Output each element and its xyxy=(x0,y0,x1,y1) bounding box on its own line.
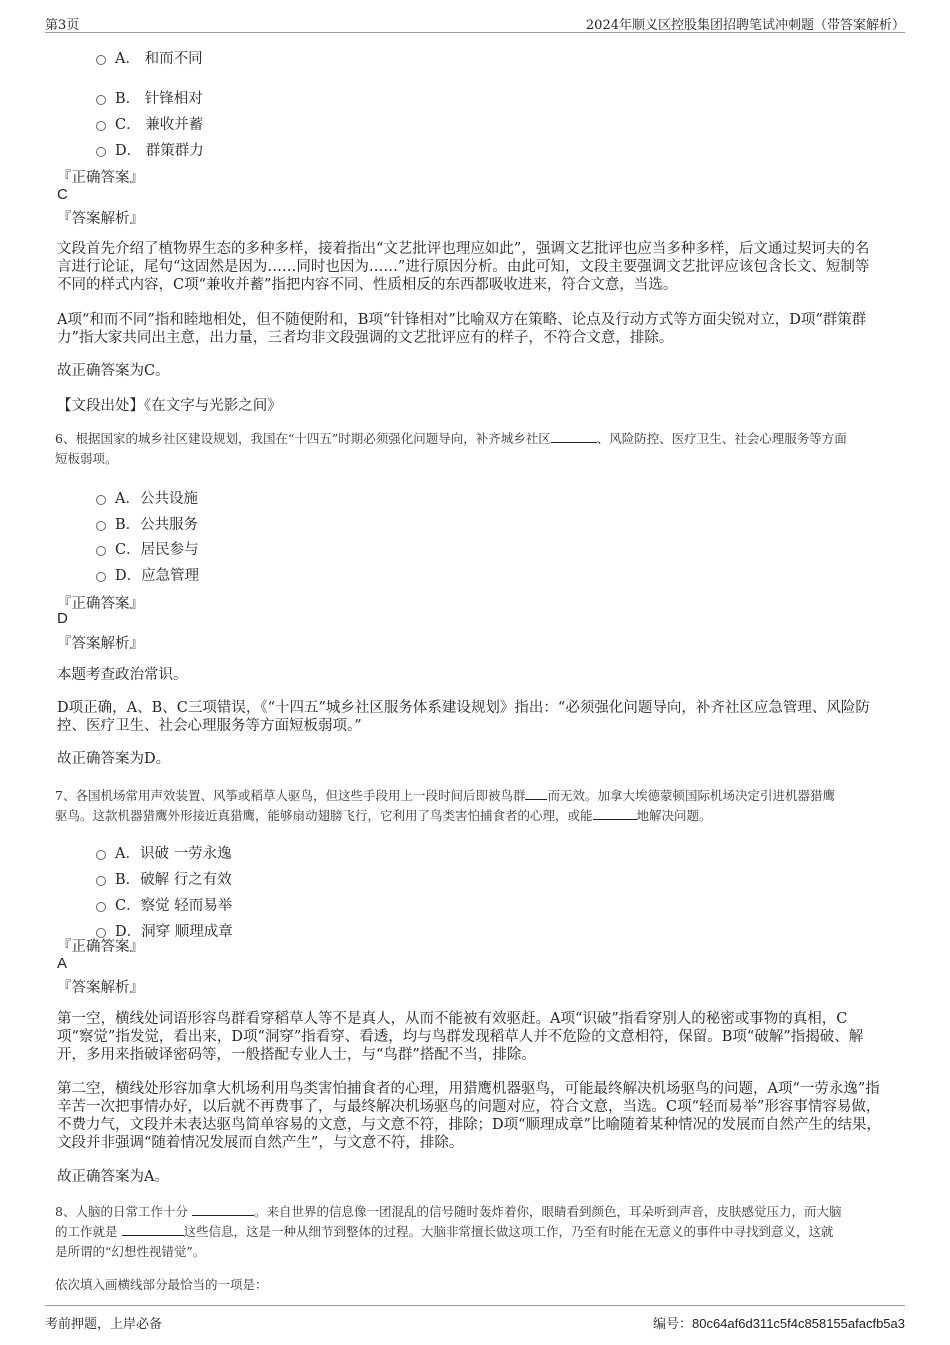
q5-option-c[interactable]: C． 兼收并蓄 xyxy=(96,113,203,134)
q7-option-a[interactable]: A．识破 一劳永逸 xyxy=(96,842,232,863)
q5-conclusion: 故正确答案为C。 xyxy=(57,363,170,379)
footer-slogan: 考前押题，上岸必备 xyxy=(45,1317,163,1332)
document-id: 编号：80c64af6d311c5f4c858155afacfb5a3 xyxy=(652,1316,905,1331)
q7-answer: A xyxy=(57,955,68,972)
document-title: 2024年顺义区控股集团招聘笔试冲刺题（带答案解析） xyxy=(585,18,905,33)
q5-answer: C xyxy=(57,186,68,203)
q6-analysis-para-2: D项正确，A、B、C三项错误，《“十四五”城乡社区服务体系建设规划》指出：“必须强化问题导向，补齐社区应急管理、风险防控、医疗卫生、社会心理服务等方面短板弱项。” xyxy=(57,700,870,734)
correct-answer-label: 『正确答案』 xyxy=(57,939,144,955)
q7-analysis-para-2: 第二空，横线处形容加拿大机场利用鸟类害怕捕食者的心理，用猎鹰机器驱鸟，可能最终解决机场驱鸟的问题，A项“一劳永逸”指辛苦一次把事情办好，以后就不再费事了，与最终解决机场驱鸟的问题对应，符合文意，当选。C项“轻而易举”形容事情容易做，不费力气，文段并未表达驱鸟简单容易的文意，与文意不符，排除；D项“顺理成章”比喻随着某种情况的发展而自然产生的结果，文段并非强调“随着情况发展而自然产生”，与文意不符，排除。 xyxy=(57,1081,881,1151)
radio-icon[interactable] xyxy=(96,495,106,505)
radio-icon[interactable] xyxy=(96,55,106,65)
q5-option-a[interactable]: A． 和而不同 xyxy=(96,47,203,68)
answer-analysis-label: 『答案解析』 xyxy=(57,636,144,652)
q8-stem: 8、人脑的日常工作十分 。来自世界的信息像一团混乱的信号随时轰炸着你，眼睛看到颜色，耳朵听到声音，皮肤感觉压力，而大脑 的工作就是 这些信息，这是一种从细节到整体的过程。大脑非常擅长做这项工作，乃至有时能在无意义的事件中寻找到意义，这就 是所谓的“幻想性视错觉”。 xyxy=(55,1204,842,1259)
radio-icon[interactable] xyxy=(96,95,106,105)
radio-icon[interactable] xyxy=(96,521,106,531)
q5-analysis-para-2: A项“和而不同”指和睦地相处，但不随便附和，B项“针锋相对”比喻双方在策略、论点及行动方式等方面尖锐对立，D项“群策群力”指大家共同出主意，出力量，三者均非文段强调的文艺批评应有的样子，不符合文意，排除。 xyxy=(57,312,867,346)
q6-option-d[interactable]: D．应急管理 xyxy=(96,564,199,585)
q6-analysis-para-1: 本题考查政治常识。 xyxy=(57,667,188,683)
q5-analysis-para-1: 文段首先介绍了植物界生态的多种多样，接着指出“文艺批评也理应如此”，强调文艺批评也应当多种多样，后文通过契诃夫的名言进行论证，尾句“这固然是因为……同时也因为……”进行原因分析。由此可知，文段主要强调文艺批评应该包含长文、短制等不同的样式内容，C项“兼收并蓄”指把内容不同、性质相反的东西都吸收进来，符合文意，当选。 xyxy=(57,241,870,293)
q7-option-b[interactable]: B．破解 行之有效 xyxy=(96,868,232,889)
answer-analysis-label: 『答案解析』 xyxy=(57,980,144,996)
q5-option-b[interactable]: B． 针锋相对 xyxy=(96,87,203,108)
q8-prompt: 依次填入画横线部分最恰当的一项是： xyxy=(55,1277,268,1292)
q5-source: 【文段出处】《在文字与光影之间》 xyxy=(57,398,282,414)
q6-conclusion: 故正确答案为D。 xyxy=(57,751,171,767)
q6-option-a[interactable]: A．公共设施 xyxy=(96,487,198,508)
radio-icon[interactable] xyxy=(96,147,106,157)
page-header xyxy=(45,12,905,33)
q7-option-c[interactable]: C．察觉 轻而易举 xyxy=(96,894,232,915)
q7-option-d[interactable]: D．洞穿 顺理成章 xyxy=(96,920,233,941)
correct-answer-label: 『正确答案』 xyxy=(57,596,144,612)
answer-blank xyxy=(192,1203,254,1216)
q6-stem: 6、根据国家的城乡社区建设规划，我国在“十四五”时期必须强化问题导向，补齐城乡社区 、风险防控、医疗卫生、社会心理服务等方面 短板弱项。 xyxy=(55,431,847,466)
page-number: 第3页 xyxy=(45,18,80,33)
q6-option-b[interactable]: B．公共服务 xyxy=(96,513,198,534)
answer-analysis-label: 『答案解析』 xyxy=(57,211,144,227)
radio-icon[interactable] xyxy=(96,121,106,131)
radio-icon[interactable] xyxy=(96,902,106,912)
q6-option-c[interactable]: C．居民参与 xyxy=(96,538,199,559)
radio-icon[interactable] xyxy=(96,546,106,556)
radio-icon[interactable] xyxy=(96,850,106,860)
answer-blank xyxy=(551,430,597,443)
page-footer xyxy=(45,1305,905,1332)
q7-stem: 7、各国机场常用声效装置、风筝或稻草人驱鸟，但这些手段用上一段时间后即被鸟群 而无效。加拿大埃德蒙顿国际机场决定引进机器猎鹰 驱鸟。这款机器猎鹰外形接近真猎鹰，能够扇动翅膀飞行，它利用了鸟类害怕捕食者的心理，或能 地解决问题。 xyxy=(55,788,835,823)
q6-answer: D xyxy=(57,610,68,627)
q7-analysis-para-1: 第一空，横线处词语形容鸟群看穿稻草人等不是真人，从而不能被有效驱赶。A项“识破”指看穿别人的秘密或事物的真相，C项“察觉”指发觉，看出来，D项“洞穿”指看穿、看透，均与鸟群发现稻草人并不危险的文意相符，保留。B项“破解”指揭破、解开，多用来指破译密码等，一般搭配专业人士，与“鸟群”搭配不当，排除。 xyxy=(57,1011,864,1063)
q7-conclusion: 故正确答案为A。 xyxy=(57,1169,169,1185)
answer-blank xyxy=(122,1223,184,1236)
radio-icon[interactable] xyxy=(96,572,106,582)
answer-blank xyxy=(525,787,547,800)
correct-answer-label: 『正确答案』 xyxy=(57,170,144,186)
q5-option-d[interactable]: D． 群策群力 xyxy=(96,139,204,160)
answer-blank xyxy=(593,807,637,820)
radio-icon[interactable] xyxy=(96,876,106,886)
